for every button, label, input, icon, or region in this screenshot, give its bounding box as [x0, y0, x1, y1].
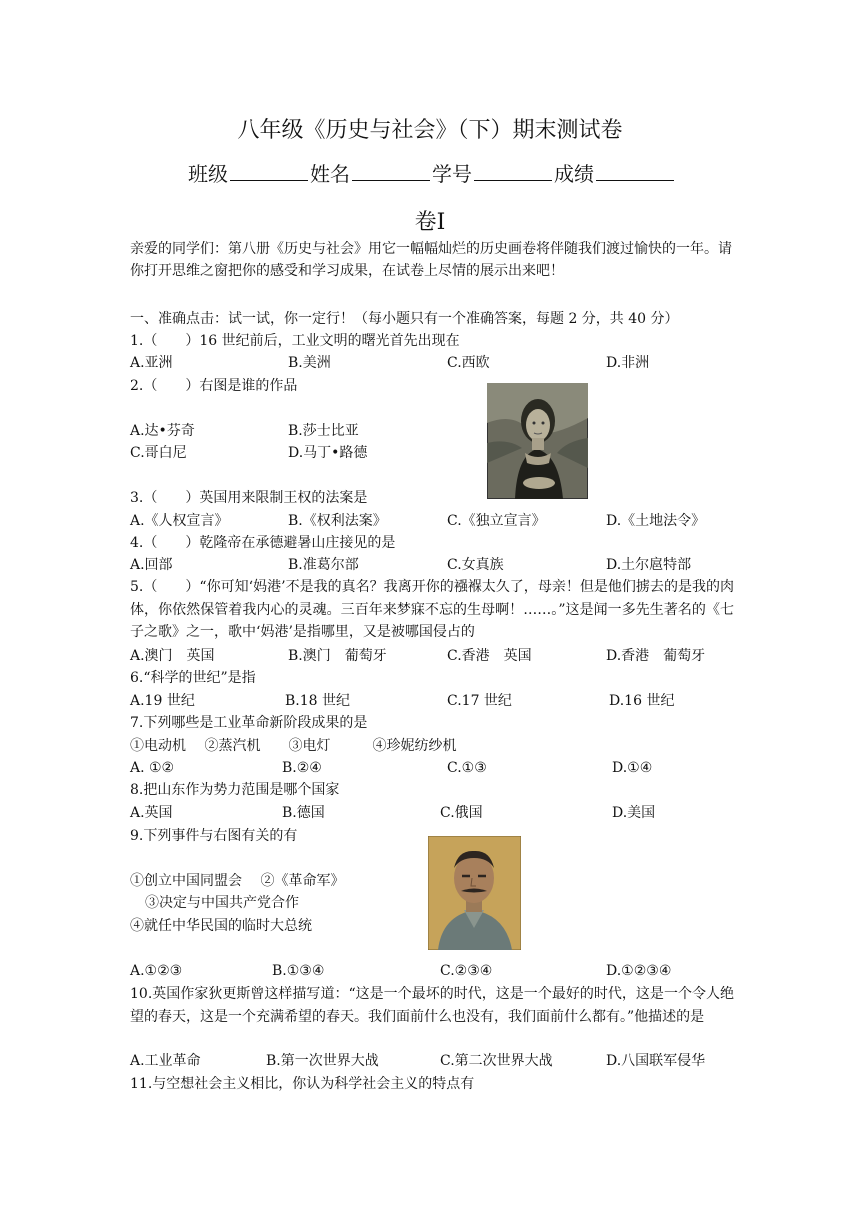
- question-4: 4.（ ）乾隆帝在承德避暑山庄接见的是: [130, 535, 396, 551]
- q5-option-d[interactable]: D.香港 葡萄牙: [606, 648, 706, 664]
- q3-option-d[interactable]: D.《土地法令》: [606, 513, 706, 529]
- student-info-line: [188, 158, 676, 187]
- class-field[interactable]: [230, 162, 308, 181]
- q9-option-a[interactable]: A.①②③: [130, 963, 183, 979]
- q4-option-d[interactable]: D.土尔扈特部: [606, 557, 692, 573]
- volume-heading: 卷Ⅰ: [414, 210, 446, 235]
- q8-option-b[interactable]: B.德国: [282, 805, 325, 821]
- q6-option-b[interactable]: B.18 世纪: [285, 693, 351, 709]
- intro-paragraph: 亲爱的同学们：第八册《历史与社会》用它一幅幅灿烂的历史画卷将伴随我们渡过愉快的一年。请你打开思维之窗把你的感受和学习成果，在试卷上尽情的展示出来吧！: [130, 241, 732, 279]
- q7-option-d[interactable]: D.①④: [612, 760, 653, 776]
- q1-option-b[interactable]: B.美洲: [288, 355, 331, 371]
- q5-option-b[interactable]: B.澳门 葡萄牙: [288, 648, 387, 664]
- q1-option-d[interactable]: D.非洲: [606, 355, 650, 371]
- q6-option-d[interactable]: D.16 世纪: [609, 693, 675, 709]
- question-7: 7.下列哪些是工业革命新阶段成果的是: [130, 715, 368, 731]
- q2-option-a[interactable]: A.达•芬奇: [130, 423, 195, 439]
- q1-option-c[interactable]: C.西欧: [447, 355, 490, 371]
- q10-option-b[interactable]: B.第一次世界大战: [266, 1053, 379, 1069]
- q4-option-a[interactable]: A.回部: [130, 557, 173, 573]
- mona-lisa-image: [487, 383, 588, 499]
- q7-option-a[interactable]: A. ①②: [130, 760, 175, 776]
- student-id-field[interactable]: [474, 162, 552, 181]
- q9-item-1: ①创立中国同盟会 ②《革命军》: [130, 873, 345, 889]
- q8-option-c[interactable]: C.俄国: [440, 805, 483, 821]
- class-label: 班级: [188, 162, 228, 186]
- q9-item-3: ④就任中华民国的临时大总统: [130, 918, 312, 934]
- question-1: 1.（ ）16 世纪前后，工业文明的曙光首先出现在: [130, 333, 460, 349]
- section-heading: 一、准确点击：试一试，你一定行！（每小题只有一个准确答案，每题 2 分，共 40 分）: [130, 311, 679, 327]
- q7-option-b[interactable]: B.②④: [282, 760, 322, 776]
- q9-option-c[interactable]: C.②③④: [440, 963, 493, 979]
- q5-option-c[interactable]: C.香港 英国: [447, 648, 532, 664]
- question-10: 10.英国作家狄更斯曾这样描写道：“这是一个最坏的时代，这是一个最好的时代，这是一个令人绝望的春天，这是一个充满希望的春天。我们面前什么也没有，我们面前什么都有。”他描述的是: [130, 986, 734, 1025]
- q9-item-2: ③决定与中国共产党合作: [145, 895, 299, 911]
- q10-option-a[interactable]: A.工业革命: [130, 1053, 201, 1069]
- q10-option-c[interactable]: C.第二次世界大战: [440, 1053, 553, 1069]
- page-title: 八年级《历史与社会》（下）期末测试卷: [237, 118, 623, 143]
- question-2: 2.（ ）右图是谁的作品: [130, 378, 298, 394]
- score-field[interactable]: [596, 162, 674, 181]
- q8-option-a[interactable]: A.英国: [130, 805, 173, 821]
- question-3: 3.（ ）英国用来限制王权的法案是: [130, 490, 368, 506]
- score-label: 成绩: [554, 162, 594, 186]
- q3-option-c[interactable]: C.《独立宣言》: [447, 513, 546, 529]
- q2-option-b[interactable]: B.莎士比亚: [288, 423, 359, 439]
- name-label: 姓名: [310, 162, 350, 186]
- question-9: 9.下列事件与右图有关的有: [130, 828, 298, 844]
- q9-option-b[interactable]: B.①③④: [272, 963, 325, 979]
- q9-option-d[interactable]: D.①②③④: [606, 963, 672, 979]
- q4-option-c[interactable]: C.女真族: [447, 557, 504, 573]
- student-id-label: 学号: [432, 162, 472, 186]
- q7-option-c[interactable]: C.①③: [447, 760, 487, 776]
- q10-option-d[interactable]: D.八国联军侵华: [606, 1053, 706, 1069]
- sun-yat-sen-portrait: [428, 836, 521, 950]
- question-6: 6.“科学的世纪”是指: [130, 670, 256, 686]
- q6-option-c[interactable]: C.17 世纪: [447, 693, 512, 709]
- name-field[interactable]: [352, 162, 430, 181]
- q4-option-b[interactable]: B.准葛尔部: [288, 557, 359, 573]
- question-5: 5.（ ）“你可知‘妈港’不是我的真名？我离开你的襁褓太久了，母亲！但是他们掳去的是我的肉体，你依然保管着我内心的灵魂。三百年来梦寐不忘的生母啊！……。”这是闻一多先生著名的《七子之歌》之一，歌中‘妈港’是指哪里，又是被哪国侵占的: [130, 579, 734, 640]
- q5-option-a[interactable]: A.澳门 英国: [130, 648, 215, 664]
- q3-option-a[interactable]: A.《人权宣言》: [130, 513, 229, 529]
- question-8: 8.把山东作为势力范围是哪个国家: [130, 782, 340, 798]
- q1-option-a[interactable]: A.亚洲: [130, 355, 173, 371]
- q3-option-b[interactable]: B.《权利法案》: [288, 513, 387, 529]
- q2-option-c[interactable]: C.哥白尼: [130, 445, 187, 461]
- question-11: 11.与空想社会主义相比，你认为科学社会主义的特点有: [130, 1076, 475, 1092]
- q6-option-a[interactable]: A.19 世纪: [130, 693, 195, 709]
- q2-option-d[interactable]: D.马丁•路德: [288, 445, 368, 461]
- q8-option-d[interactable]: D.美国: [612, 805, 656, 821]
- q7-items: ①电动机 ②蒸汽机 ③电灯 ④珍妮纺纱机: [130, 738, 457, 754]
